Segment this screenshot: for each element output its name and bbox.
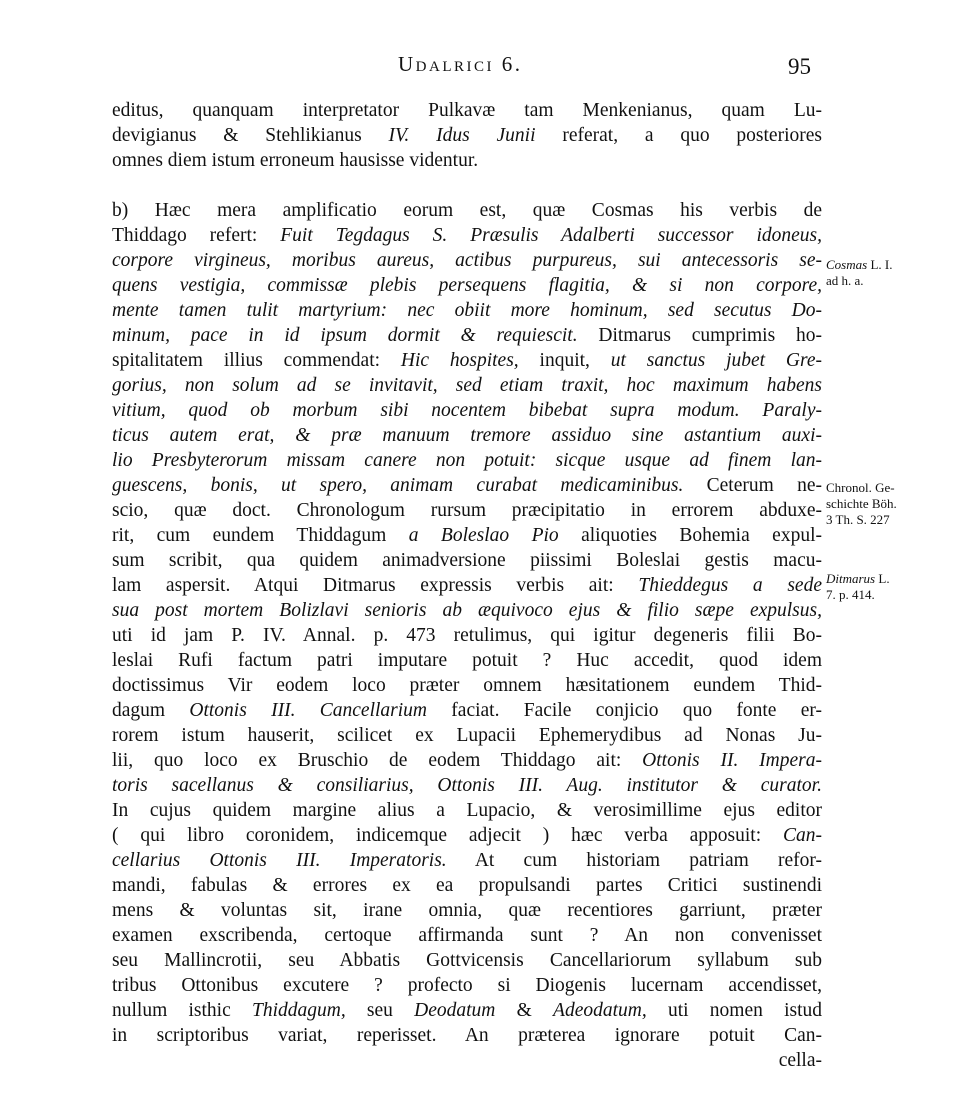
page-number: 95 — [788, 54, 811, 79]
italic-run: Ottonis II. Impera- — [642, 750, 822, 771]
italic-run: ticus autem erat, & præ manuum tremore assiduo sine astantium auxi- — [112, 425, 822, 446]
italic-run: guescens, bonis, ut spero, animam curabat medicaminibus. — [112, 475, 684, 496]
roman-run: tribus Ottonibus excutere ? profecto si Diogenis lucernam accendisset, — [112, 975, 822, 996]
italic-run: Thieddegus a sede — [638, 575, 822, 596]
text-line — [112, 248, 822, 273]
text-line — [112, 423, 822, 448]
roman-run: & — [495, 1000, 554, 1021]
text-line — [112, 1048, 822, 1073]
roman-run: Thiddago refert: — [112, 225, 281, 246]
roman-run: In cujus quidem margine alius a Lupacio, & verosimillime ejus editor — [112, 800, 822, 821]
roman-run: mens & voluntas sit, irane omnia, quæ recentiores garriunt, præter — [112, 900, 822, 921]
roman-run: referat, a quo posteriores — [535, 125, 822, 146]
roman-run: inquit, — [518, 350, 611, 371]
italic-run: mente tamen tulit martyrium: nec obiit more hominum, sed secutus Do- — [112, 300, 822, 321]
roman-run: uti nomen istud — [646, 1000, 822, 1021]
italic-run: Hic hospites, — [400, 350, 519, 371]
text-line — [112, 398, 822, 423]
roman-run: L. I. — [867, 257, 893, 272]
text-line — [826, 496, 956, 512]
text-line — [112, 998, 822, 1023]
text-line — [112, 723, 822, 748]
italic-run: ut sanctus jubet Gre- — [610, 350, 823, 371]
text-line — [826, 571, 956, 587]
italic-run: cellarius Ottonis III. Imperatoris. — [112, 850, 447, 871]
roman-run: seu — [345, 1000, 415, 1021]
roman-run: ( qui libro coronidem, indicemque adjecit ) hæc verba apposuit: — [112, 825, 783, 846]
text-line — [826, 587, 956, 603]
text-line — [112, 123, 822, 148]
text-line — [112, 823, 822, 848]
roman-run: schichte Böh. — [826, 496, 897, 511]
text-line — [112, 773, 822, 798]
roman-run: examen exscribenda, certoque affirmanda sunt ? An non convenisset — [112, 925, 822, 946]
text-line — [826, 480, 956, 496]
text-line — [112, 748, 822, 773]
text-line — [112, 573, 822, 598]
text-line — [112, 98, 822, 123]
roman-run: sum scribit, qua quidem animadversione piissimi Boleslai gestis macu- — [112, 550, 822, 571]
roman-run: lam aspersit. Atqui Ditmarus expressis verbis ait: — [112, 575, 639, 596]
roman-run: scio, quæ doct. Chronologum rursum præcipitatio in errorem abduxe- — [112, 500, 822, 521]
text-line — [112, 523, 822, 548]
margin-note-ditmarus — [826, 571, 956, 603]
italic-run: corpore virgineus, moribus aureus, actibus purpureus, sui antecessoris se- — [112, 250, 822, 271]
roman-run: ad h. a. — [826, 273, 864, 288]
italic-run: Thiddagum, — [251, 1000, 346, 1021]
text-line — [112, 848, 822, 873]
italic-run: Adeodatum, — [553, 1000, 647, 1021]
roman-run: At cum historiam patriam refor- — [446, 850, 823, 871]
text-line — [112, 948, 822, 973]
text-line — [112, 873, 822, 898]
italic-run: minum, pace in id ipsum dormit & requiescit. — [112, 325, 578, 346]
text-line — [112, 273, 822, 298]
roman-run: seu Mallincrotii, seu Abbatis Gottvicensis Cancellariorum syllabum sub — [112, 950, 822, 971]
roman-run: uti id jam P. IV. Annal. p. 473 retulimus, qui igitur degeneris filii Bo- — [112, 625, 822, 646]
italic-run: quens vestigia, commissæ plebis persequens flagitia, & si non corpore, — [112, 275, 822, 296]
roman-run: nullum isthic — [112, 1000, 252, 1021]
text-line — [112, 148, 822, 173]
text-line — [112, 548, 822, 573]
text-line — [112, 198, 822, 223]
roman-run: in scriptoribus variat, reperisset. An præterea ignorare potuit Can- — [112, 1025, 822, 1046]
roman-run: rit, cum eundem Thiddagum — [112, 525, 409, 546]
roman-run: 7. p. 414. — [826, 587, 875, 602]
italic-run: gorius, non solum ad se invitavit, sed etiam traxit, hoc maximum habens — [112, 375, 822, 396]
italic-run: Deodatum — [414, 1000, 496, 1021]
roman-run: Ditmarus cumprimis ho- — [577, 325, 822, 346]
roman-run: 3 Th. S. 227 — [826, 512, 890, 527]
text-line — [112, 223, 822, 248]
roman-run: b) Hæc mera amplificatio eorum est, quæ Cosmas his verbis de — [112, 200, 822, 221]
text-line — [112, 673, 822, 698]
italic-run: a Boleslao Pio — [408, 525, 559, 546]
roman-run: rorem istum hauserit, scilicet ex Lupacii Ephemerydibus ad Nonas Ju- — [112, 725, 822, 746]
text-line — [112, 298, 822, 323]
roman-run: mandi, fabulas & errores ex ea propulsandi partes Critici sustinendi — [112, 875, 822, 896]
paragraph-gap — [112, 173, 822, 198]
text-line — [112, 923, 822, 948]
text-line — [112, 448, 822, 473]
italic-run: Ditmarus — [826, 571, 876, 586]
text-line — [112, 898, 822, 923]
text-line — [112, 698, 822, 723]
text-line — [826, 512, 956, 528]
text-line — [826, 257, 956, 273]
roman-run: doctissimus Vir eodem loco præter omnem hæsitationem eundem Thid- — [112, 675, 822, 696]
roman-run: aliquoties Bohemia expul- — [558, 525, 822, 546]
margin-note-chronologie — [826, 480, 956, 528]
roman-run: devigianus & Stehlikianus — [112, 125, 389, 146]
text-line — [112, 598, 822, 623]
running-head: Udalrici 6. — [398, 52, 523, 76]
text-line — [112, 973, 822, 998]
roman-run: dagum — [112, 700, 190, 721]
italic-run: IV. Idus Junii — [388, 125, 536, 146]
text-line — [112, 348, 822, 373]
roman-run: cella- — [778, 1050, 822, 1071]
italic-run: Ottonis III. Cancellarium — [189, 700, 427, 721]
italic-run: Can- — [783, 825, 822, 846]
text-line — [826, 273, 956, 289]
italic-run: vitium, quod ob morbum sibi nocentem bibebat supra modum. Paraly- — [112, 400, 822, 421]
text-line — [112, 798, 822, 823]
text-line — [112, 498, 822, 523]
main-text — [112, 98, 822, 1073]
italic-run: toris sacellanus & consiliarius, Ottonis III. Aug. institutor & curator. — [112, 775, 822, 796]
roman-run: L. — [875, 571, 890, 586]
text-line — [112, 373, 822, 398]
roman-run: leslai Rufi factum patri imputare potuit ? Huc accedit, quod idem — [112, 650, 822, 671]
roman-run: faciat. Facile conjicio quo fonte er- — [427, 700, 822, 721]
text-line — [112, 323, 822, 348]
page-header — [0, 52, 960, 88]
text-line — [112, 1023, 822, 1048]
italic-run: lio Presbyterorum missam canere non potuit: sicque usque ad finem lan- — [112, 450, 822, 471]
italic-run: Cosmas — [826, 257, 868, 272]
roman-run: Ceterum ne- — [683, 475, 822, 496]
roman-run: editus, quanquam interpretator Pulkavæ tam Menkenianus, quam Lu- — [112, 100, 822, 121]
italic-run: Fuit Tegdagus S. Præsulis Adalberti successor idoneus, — [280, 225, 822, 246]
roman-run: omnes diem istum erroneum hausisse videntur. — [112, 150, 479, 171]
italic-run: sua post mortem Bolizlavi senioris ab æquivoco ejus & filio sæpe expulsus, — [112, 600, 822, 621]
margin-note-cosmas — [826, 257, 956, 289]
roman-run: lii, quo loco ex Bruschio de eodem Thiddago ait: — [112, 750, 643, 771]
roman-run: spitalitatem illius commendat: — [112, 350, 401, 371]
text-line — [112, 473, 822, 498]
text-line — [112, 623, 822, 648]
text-line — [112, 648, 822, 673]
roman-run: Chronol. Ge- — [826, 480, 895, 495]
